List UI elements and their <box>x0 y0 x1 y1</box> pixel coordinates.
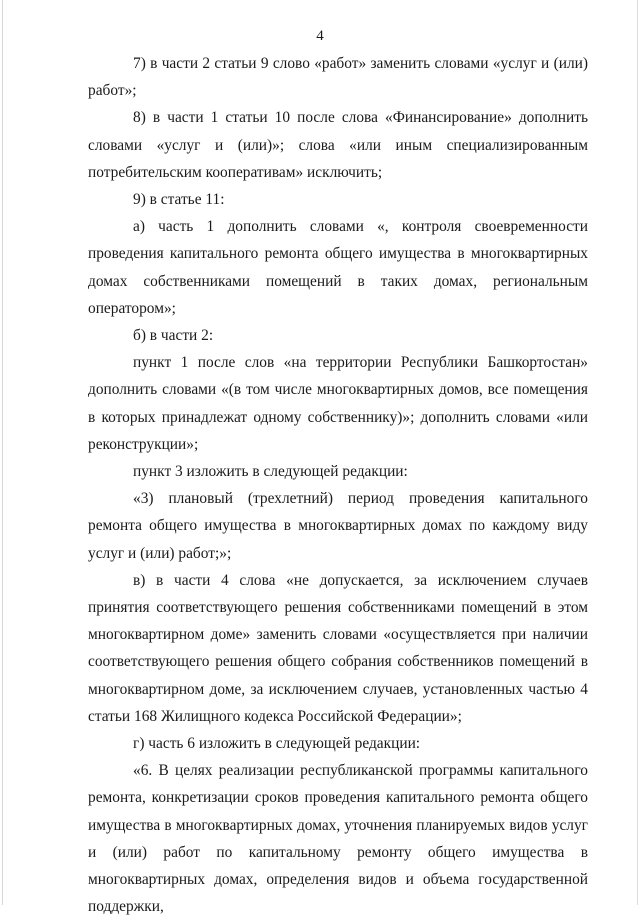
paragraph-subitem-a: а) часть 1 дополнить словами «, контроля своевременности проведения капитального ремонта общего имущества в многоквартирных домах собственниками помещений в таких домах, региональным оператором»; <box>88 218 588 317</box>
paragraph-subitem-v: в) в части 4 слова «не допускается, за исключением случаев принятия соответствующего решения собственниками помещений в этом многоквартирном доме» заменить словами «осуществляется при наличии соответствующего решения общего собрания собственников помещений в многоквартирном доме, за исключением случаев, установленных частью 4 статьи 168 Жилищного кодекса Российской Федерации»; <box>88 571 588 725</box>
paragraph-subitem-g: г) часть 6 изложить в следующей редакции: <box>133 735 421 753</box>
scan-edge-left <box>2 0 3 905</box>
paragraph-part-6-text: «6. В целях реализации республиканской программы капитального ремонта, конкретизации сроков проведения капитального ремонта общего имущества в многоквартирных домах, уточнения планируемых видов услуг и (или) работ по капитальному ремонту общего имущества в многоквартирных домах, определения видов и объема государственной поддержки, <box>88 762 588 916</box>
document-body <box>88 50 588 921</box>
scan-edge-right <box>637 0 638 905</box>
paragraph-subitem-b: б) в части 2: <box>133 327 214 345</box>
paragraph-item-7: 7) в части 2 статьи 9 слово «работ» заменить словами «услуг и (или) работ»; <box>88 55 588 100</box>
page-number: 4 <box>316 28 324 44</box>
paragraph-point-3-text: «3) плановый (трехлетний) период проведения капитального ремонта общего имущества в многоквартирных домах по каждому виду услуг и (или) работ;»; <box>88 490 588 562</box>
paragraph-item-9: 9) в статье 11: <box>133 191 225 209</box>
paragraph-point-3: пункт 3 изложить в следующей редакции: <box>133 463 408 481</box>
paragraph-point-1: пункт 1 после слов «на территории Республики Башкортостан» дополнить словами «(в том числе многоквартирных домов, все помещения в которых принадлежат одному собственнику)»; дополнить словами «или реконструкции»; <box>88 354 588 453</box>
paragraph-item-8: 8) в части 1 статьи 10 после слова «Финансирование» дополнить словами «услуг и (или)»; слова «или иным специализированным потребительским кооперативам» исключить; <box>88 109 588 181</box>
